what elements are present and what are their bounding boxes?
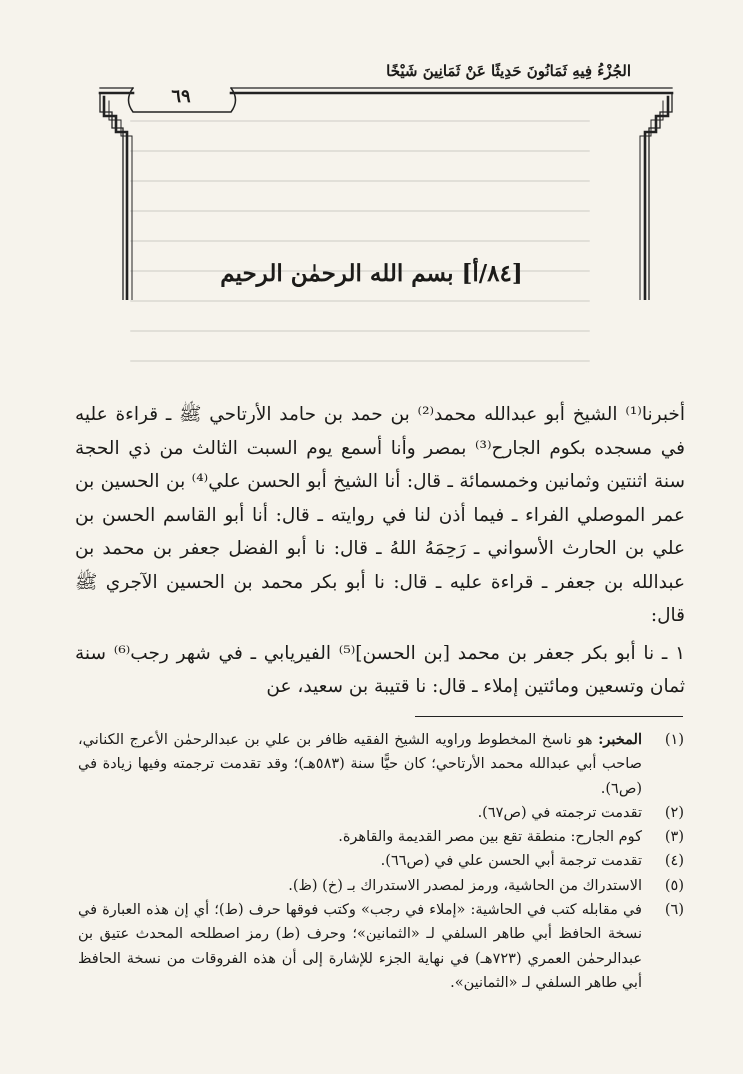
footnote-body: كوم الجارح: منطقة تقع بين مصر القديمة والقاهرة. xyxy=(338,829,642,846)
footnote-body: هو ناسخ المخطوط وراويه الشيخ الفقيه ظافر بن علي بن عبدالرحمٰن الأعرج الكناني، صاحب أبي عبدالله محمد الأرتاحي؛ كان حيًّا سنة (٥٨٣هـ)؛ وقد تقدمت ترجمته وفيها زيادة في (ص٦). xyxy=(78,732,642,797)
hadith-paragraph: ١ ـ نا أبو بكر جعفر بن محمد [بن الحسن]⁽⁵⁾ الفيريابي ـ في شهر رجب⁽⁶⁾ سنة ثمان وتسعين ومائتين إملاء ـ قال: نا قتيبة بن سعيد، عن xyxy=(75,642,686,697)
footnote-body: في مقابله كتب في الحاشية: «إملاء في رجب» وكتب فوقها حرف (ط)؛ أي إن هذه العبارة في نسخة الحافظ أبي طاهر السلفي لـ «الثمانين»؛ وحرف (ط) رمز اصطلحه المحدث عتيق بن عبدالرحمٰن العمري (٧٢٣هـ) في نهاية الجزء للإشارة إلى أن هذه الفروقات من نسخة الحافظ أبي طاهر السلفي لـ «الثمانين». xyxy=(78,902,642,991)
page-number: ٦٩ xyxy=(171,86,191,107)
footnote-term: المخبر: xyxy=(598,731,642,748)
footnote-item xyxy=(78,728,684,801)
footnotes xyxy=(78,728,684,995)
running-header: الجُزْءُ فِيهِ ثَمَانُونَ حَدِيثًا عَنْ ثَمَانِينَ شَيْخًا xyxy=(386,62,631,80)
isnad-paragraph: أخبرنا⁽¹⁾ الشيخ أبو عبدالله محمد⁽²⁾ بن حمد بن حامد الأرتاحي ﷺ ـ قراءة عليه في مسجده بكوم الجارح⁽³⁾ بمصر وأنا أسمع يوم السبت الثالث من ذي الحجة سنة اثنتين وثمانين وخمسمائة ـ قال: أنا الشيخ أبو الحسن علي⁽⁴⁾ بن الحسين بن عمر الموصلي الفراء ـ فيما أذن لنا في روايته ـ قال: أنا أبو القاسم الحسن بن علي بن الحارث الأسواني ـ رَحِمَهُ اللهُ ـ قال: نا أبو الفضل جعفر بن محمد بن عبدالله بن جعفر ـ قراءة عليه ـ قال: نا أبو بكر محمد بن الحسين الآجري ﷺ قال: xyxy=(75,404,685,626)
show-through-texture xyxy=(130,120,590,390)
footnote-divider xyxy=(415,716,683,717)
footnote-item xyxy=(78,898,684,995)
footnote-number: (٣) xyxy=(664,829,684,846)
footnote-item xyxy=(78,849,684,873)
footnote-number: (٦) xyxy=(664,902,684,919)
footnote-body: تقدمت ترجمة أبي الحسن علي في (ص٦٦). xyxy=(380,853,642,870)
footnote-item xyxy=(78,801,684,825)
footnote-number: (٥) xyxy=(664,877,684,894)
footnote-body: الاستدراك من الحاشية، ورمز لمصدر الاستدراك بـ (خ) (ظ). xyxy=(288,877,642,894)
section-heading: [٨٤/أ] بسم الله الرحمٰن الرحيم xyxy=(220,260,523,287)
footnote-number: (١) xyxy=(664,732,684,748)
footnote-item xyxy=(78,874,684,898)
footnote-number: (٤) xyxy=(664,853,684,870)
main-text xyxy=(75,398,685,704)
footnote-text xyxy=(78,728,642,801)
footnote-body: تقدمت ترجمته في (ص٦٧). xyxy=(477,804,642,821)
footnote-number: (٢) xyxy=(664,804,684,821)
footnote-item xyxy=(78,825,684,849)
